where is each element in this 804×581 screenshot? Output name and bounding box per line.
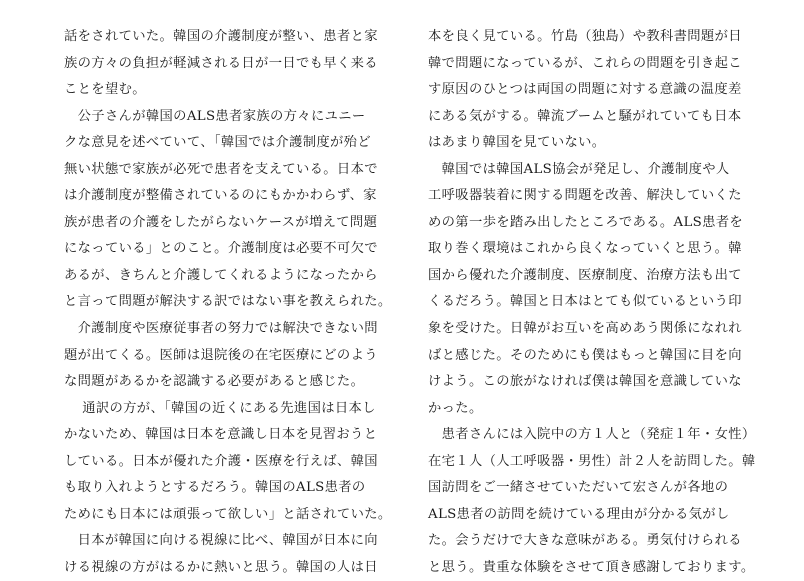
text-line: になっている」とのこと。介護制度は必要不可欠で bbox=[64, 241, 378, 257]
text-line: ことを望む。 bbox=[64, 82, 146, 98]
text-line: 国から優れた介護制度、医療制度、治療方法も出て bbox=[428, 267, 742, 283]
text-line: クな意見を述べていて、「韓国では介護制度が殆ど bbox=[64, 135, 371, 151]
text-line: も取り入れようとするだろう。韓国のALS患者の bbox=[64, 480, 366, 496]
text-line: 話をされていた。韓国の介護制度が整い、患者と家 bbox=[64, 29, 378, 44]
text-line: た。会うだけで大きな意味がある。勇気付けられる bbox=[428, 533, 742, 549]
text-line: 本を良く見ている。竹島（独島）や教科書問題が日 bbox=[428, 29, 742, 44]
text-line: 族の方々の負担が軽減される日が一日でも早く来る bbox=[64, 55, 378, 71]
text-line: している。日本が優れた介護・医療を行えば、韓国 bbox=[64, 453, 378, 469]
text-line: 題が出てくる。医師は退院後の在宅医療にどのよう bbox=[64, 347, 378, 363]
text-line: ALS患者の訪問を続けている理由が分かる気がし bbox=[428, 506, 730, 522]
text-column-left bbox=[64, 24, 392, 581]
text-line: あるが、きちんと介護してくれるようになったから bbox=[64, 267, 378, 283]
text-line: 取り巻く環境はこれから良くなっていくと思う。韓 bbox=[428, 241, 742, 257]
text-line: す原因のひとつは両国の問題に対する意識の温度差 bbox=[428, 82, 742, 98]
text-line: にある気がする。韓流ブームと騒がれていても日本 bbox=[428, 108, 742, 124]
text-line: 介護制度や医療従事者の努力では解決できない問 bbox=[64, 321, 378, 337]
text-line: かないため、韓国は日本を意識し日本を見習おうと bbox=[64, 427, 378, 443]
text-line: けよう。この旅がなければ僕は韓国を意識していな bbox=[428, 374, 742, 390]
text-line: 日本が韓国に向ける視線に比べ、韓国が日本に向 bbox=[64, 533, 378, 549]
text-line: ばと感じた。そのためにも僕はもっと韓国に目を向 bbox=[428, 347, 742, 363]
text-line: な問題があるかを認識する必要があると感じた。 bbox=[64, 374, 365, 390]
text-line: かった。 bbox=[428, 400, 483, 416]
text-line: 公子さんが韓国のALS患者家族の方々にユニー bbox=[64, 108, 366, 124]
text-line: はあまり韓国を見ていない。 bbox=[428, 135, 606, 151]
text-line: 工呼吸器装着に関する問題を改善、解決していくた bbox=[428, 188, 742, 204]
text-line: くるだろう。韓国と日本はとても似ているという印 bbox=[428, 294, 742, 310]
text-line: 族が患者の介護をしたがらないケースが増えて問題 bbox=[64, 214, 378, 230]
text-line: めの第一歩を踏み出したところである。ALS患者を bbox=[428, 214, 744, 230]
text-line: は介護制度が整備されているのにもかかわらず、家 bbox=[64, 188, 377, 204]
text-column-right bbox=[428, 24, 756, 581]
text-line: 無い状態で家族が必死で患者を支えている。日本で bbox=[64, 161, 378, 177]
text-line: 象を受けた。日韓がお互いを高めあう関係になれれ bbox=[428, 321, 742, 337]
text-line: 患者さんには入院中の方１人と（発症１年・女性） bbox=[428, 427, 756, 443]
text-line: 在宅１人（人工呼吸器・男性）計２人を訪問した。韓 bbox=[428, 453, 756, 469]
text-line: と言って問題が解決する訳ではない事を教えられた。 bbox=[64, 294, 392, 310]
text-line: 国訪問をご一緒させていただいて宏さんが各地の bbox=[428, 480, 729, 496]
text-line: ける視線の方がはるかに熱いと思う。韓国の人は日 bbox=[64, 559, 378, 575]
text-line: と思う。貴重な体験をさせて頂き感謝しております。 bbox=[428, 559, 755, 575]
text-line: 韓で問題になっているが、これらの問題を引き起こ bbox=[428, 55, 742, 71]
text-line: ためにも日本には頑張って欲しい」と話されていた。 bbox=[64, 506, 392, 522]
text-line: 通訳の方が、「韓国の近くにある先進国は日本し bbox=[64, 400, 376, 416]
text-line: 韓国では韓国ALS協会が発足し、介護制度や人 bbox=[428, 161, 730, 177]
